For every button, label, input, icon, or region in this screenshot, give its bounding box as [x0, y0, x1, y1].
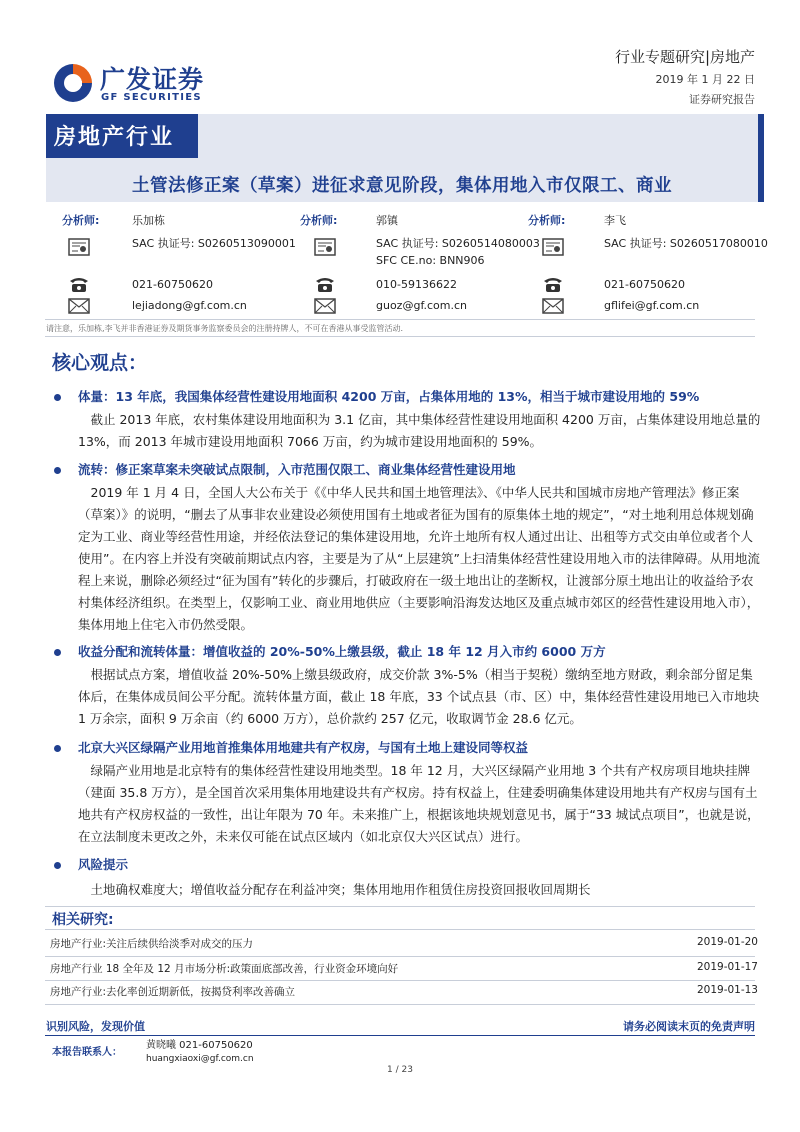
- analyst-sfc: SFC CE.no: BNN906: [376, 254, 485, 267]
- related-item[interactable]: [46, 980, 758, 1002]
- contact-label: 本报告联系人：: [52, 1047, 122, 1058]
- analyst-label: 分析师:: [528, 214, 566, 227]
- related-item-date: 2019-01-20: [696, 936, 758, 948]
- banner-accent-bar: [758, 114, 764, 202]
- divider: [45, 929, 755, 930]
- regulatory-notice: 请注意，乐加栋,李飞并非香港证券及期货事务监察委员会的注册持牌人，不可在香港从事受监管活动.: [46, 324, 404, 333]
- analyst-email[interactable]: guoz@gf.com.cn: [376, 299, 468, 312]
- contact-name: 黄晓曦 021-60750620: [146, 1040, 253, 1051]
- analyst-name: 郭镇: [376, 214, 398, 227]
- analyst-name: 乐加栋: [132, 214, 165, 227]
- point-body: 截止 2013 年底，农村集体建设用地面积为 3.1 亿亩，其中集体经营性建设用地面积 4200 万亩，占集体建设用地总量的 13%，而 2013 年城市建设用地面积 7066 万亩，约为城市建设用地面积的 59%。: [78, 412, 761, 449]
- certificate-icon: [542, 238, 564, 256]
- mail-icon: [542, 297, 564, 315]
- point-body: 根据试点方案，增值收益 20%-50%上缴县级政府，成交价款 3%-5%（相当于契税）缴纳至地方财政，剩余部分留足集体后，在集体成员间公平分配。流转体量方面，截止 18 年底，33 个试点县（市、区）中，集体经营性建设用地已入市地块 1 万余宗，面积 9 万余亩（约 6000 万方），总价款约 257 亿元，收取调节金 28.6 亿元。: [78, 667, 760, 726]
- brand-name-en: GF SECURITIES: [101, 92, 202, 103]
- telephone-icon: [314, 275, 336, 293]
- analyst-email[interactable]: lejiadong@gf.com.cn: [132, 299, 247, 312]
- analyst-phone: 021-60750620: [132, 278, 213, 291]
- point-heading: 流转：修正案草案未突破试点限制，入市范围仅限工、商业集体经营性建设用地: [78, 462, 516, 477]
- report-date: 2019 年 1 月 22 日: [655, 73, 755, 86]
- analyst-phone: 010-59136622: [376, 278, 457, 291]
- bullet-icon: [54, 394, 61, 401]
- report-headline: 土管法修正案（草案）进征求意见阶段，集体用地入市仅限工、商业: [132, 176, 672, 196]
- footer-disclaimer[interactable]: 请务必阅读末页的免责声明: [623, 1020, 755, 1033]
- analyst-phone: 021-60750620: [604, 278, 685, 291]
- report-kind: 证券研究报告: [689, 93, 755, 106]
- divider: [45, 906, 755, 907]
- bullet-icon: [54, 745, 61, 752]
- mail-icon: [68, 297, 90, 315]
- bullet-icon: [54, 862, 61, 869]
- footer-slogan: 识别风险，发现价值: [46, 1020, 145, 1033]
- telephone-icon: [542, 275, 564, 293]
- point-heading: 北京大兴区绿隔产业用地首推集体用地建共有产权房，与国有土地上建设同等权益: [78, 740, 529, 755]
- point-heading: 风险提示: [78, 857, 129, 872]
- point-heading: 收益分配和流转体量：增值收益的 20%-50%上缴县级，截止 18 年 12 月入市约 6000 万方: [78, 644, 606, 659]
- related-title: 相关研究:: [52, 912, 114, 928]
- point-body: 土地确权难度大；增值收益分配存在利益冲突；集体用地用作租赁住房投资回报收回周期长: [90, 882, 591, 897]
- contact-email[interactable]: huangxiaoxi@gf.com.cn: [146, 1054, 254, 1064]
- analyst-label: 分析师:: [62, 214, 100, 227]
- point-body: 2019 年 1 月 4 日，全国人大公布关于《《中华人民共和国土地管理法》、《中华人民共和国城市房地产管理法》修正案（草案）》的说明，“删去了从事非农业建设必须使用国有土地或者征为国有的原集体土地的规定”，“对土地利用总体规划确定为工业、商业等经营性用途，并经依法登记的集体建设用地，允许土地所有权人通过出让、出租等方式交由单位或者个人使用”。在内容上并没有突破前期试点内容，主要是为了从“上层建筑”上扫清集体经营性建设用地入市的法律障碍。从用地流程上来说，删除必须经过“征为国有”转化的步骤后，打破政府在一级土地出让的垄断权，让渡部分原土地出让的收益给予农村集体经济组织。在类型上，仅影响工业、商业用地供应（主要影响沿海发达地区及重点城市郊区的经营性建设用地入市），集体用地上住宅入市仍然受限。: [78, 485, 760, 632]
- point-heading: 体量：13 年底，我国集体经营性建设用地面积 4200 万亩，占集体用地的 13%，相当于城市建设用地的 59%: [78, 389, 700, 404]
- point-body: 绿隔产业用地是北京特有的集体经营性建设用地类型。18 年 12 月，大兴区绿隔产业用地 3 个共有产权房项目地块挂牌（建面 35.8 万方），是全国首次采用集体用地建设共有产权房。持有权益上，住建委明确集体建设用地共有产权房与国有土地共有产权房权益的一致性，出让年限为 70 年。未来推广上，根据该地块规划意见书，属于“33 城试点项目”，也就是说，在立法制度未更改之外，未来仅可能在试点区域内（如北京仅大兴区试点）进行。: [78, 763, 760, 844]
- related-item-title: 房地产行业 18 全年及 12 月市场分析:政策面底部改善，行业资金环境向好: [50, 963, 399, 975]
- related-item[interactable]: [46, 957, 758, 979]
- analyst-name: 李飞: [604, 214, 626, 227]
- analyst-sac: SAC 执证号: S0260513090001: [132, 237, 296, 250]
- divider: [45, 1004, 755, 1005]
- divider: [45, 319, 755, 320]
- related-item[interactable]: [46, 932, 758, 954]
- bullet-icon: [54, 649, 61, 656]
- industry-title: 房地产行业: [54, 125, 175, 150]
- related-item-date: 2019-01-17: [696, 961, 758, 973]
- gf-logo-icon: [52, 62, 94, 104]
- certificate-icon: [68, 238, 90, 256]
- report-type: 行业专题研究|房地产: [614, 48, 755, 66]
- certificate-icon: [314, 238, 336, 256]
- analyst-label: 分析师:: [300, 214, 338, 227]
- analyst-sac: SAC 执证号: S0260514080003: [376, 237, 540, 250]
- analyst-email[interactable]: gflifei@gf.com.cn: [604, 299, 700, 312]
- related-item-date: 2019-01-13: [696, 984, 758, 996]
- page-number: 1 / 23: [387, 1065, 413, 1075]
- mail-icon: [314, 297, 336, 315]
- analyst-sac: SAC 执证号: S0260517080010: [604, 237, 768, 250]
- related-item-title: 房地产行业:去化率创近期新低，按揭贷利率改善确立: [50, 986, 296, 998]
- brand-name-cn: 广发证券: [100, 65, 205, 94]
- core-title: 核心观点：: [52, 352, 148, 374]
- related-item-title: 房地产行业:关注后续供给淡季对成交的压力: [50, 938, 254, 950]
- divider: [45, 336, 755, 337]
- bullet-icon: [54, 467, 61, 474]
- telephone-icon: [68, 275, 90, 293]
